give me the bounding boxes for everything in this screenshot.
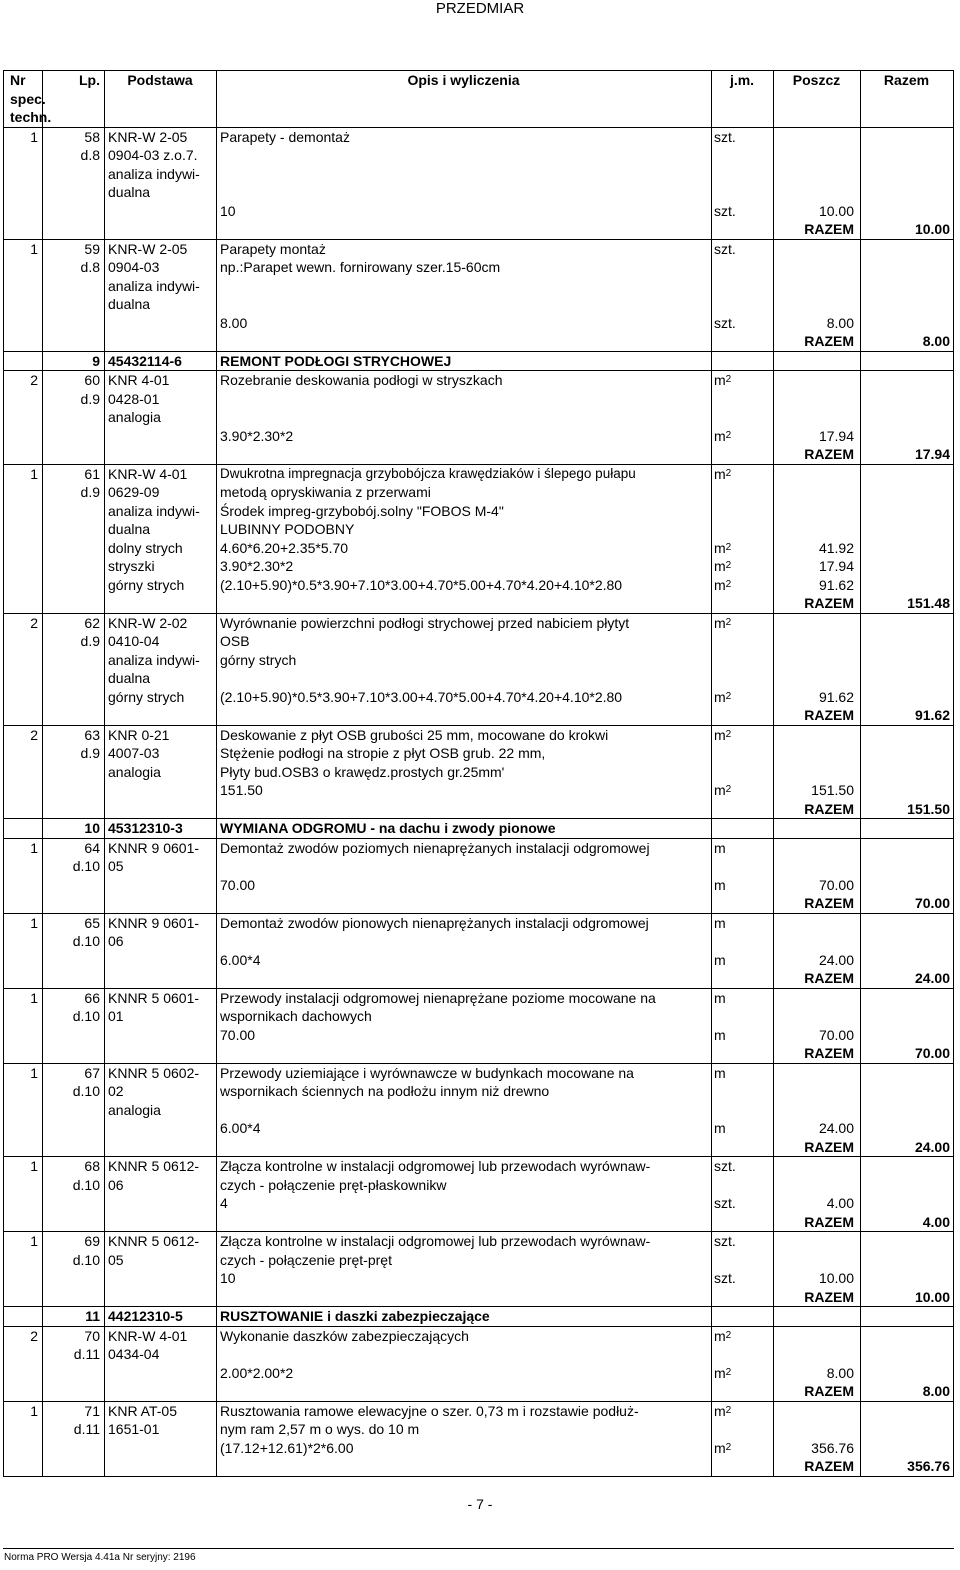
basis: KNR-W 2-05 xyxy=(108,240,188,257)
basis: analogia xyxy=(108,409,161,425)
unit: m xyxy=(714,914,726,931)
razem-label: RAZEM xyxy=(804,1383,854,1399)
calculation: 3.90*2.30*2 xyxy=(220,558,294,574)
description: Przewody instalacji odgromowej nienaprężane poziome mocowane na xyxy=(220,989,656,1006)
section-ref: d.10 xyxy=(72,1251,100,1268)
partial-value: 24.00 xyxy=(818,1120,854,1136)
razem-value: 24.00 xyxy=(914,970,950,986)
lp: 65 xyxy=(84,914,100,931)
section-ref: d.11 xyxy=(73,1346,100,1362)
calculation: 6.00*4 xyxy=(220,1120,261,1136)
razem-label: RAZEM xyxy=(804,895,854,911)
description: Wykonanie daszków zabezpieczających xyxy=(220,1327,469,1344)
basis: 4007-03 xyxy=(108,745,160,761)
section-heading xyxy=(4,819,953,839)
spec: 1 xyxy=(30,465,38,482)
table-row xyxy=(4,128,953,240)
unit: $m^2$ xyxy=(714,465,732,482)
unit: $m^2$ xyxy=(714,782,732,798)
razem-value: 10.00 xyxy=(914,1288,950,1305)
unit: $m^2$ xyxy=(714,1364,732,1381)
basis: analogia xyxy=(108,1101,161,1118)
table-row xyxy=(4,1327,953,1402)
basis: analogia xyxy=(108,763,161,780)
razem-value: 24.00 xyxy=(914,1138,950,1155)
section-ref: d.11 xyxy=(73,1421,100,1437)
partial-value: 17.94 xyxy=(818,427,854,444)
col-lp: Lp. xyxy=(79,72,100,88)
spec: 2 xyxy=(30,614,38,631)
spec: 1 xyxy=(30,914,38,931)
description: czych - połączenie pręt-pręt xyxy=(220,1251,392,1268)
section-ref: d.9 xyxy=(80,633,100,649)
partial-value: 17.94 xyxy=(818,558,854,574)
description: Dwukrotna impregnacja grzybobójcza krawędziaków i ślepego pułapu xyxy=(220,465,636,481)
basis: KNNR 9 0601- xyxy=(108,839,200,856)
unit: szt. xyxy=(714,1233,736,1249)
razem-label: RAZEM xyxy=(804,1045,854,1061)
description: nym ram 2,57 m o wys. do 10 m xyxy=(220,1421,420,1437)
calculation: 3.90*2.30*2 xyxy=(220,427,294,444)
partial-value: 10.00 xyxy=(818,202,854,219)
section-ref: d.10 xyxy=(72,933,100,949)
table-row xyxy=(4,1157,953,1232)
table-row xyxy=(4,240,953,352)
unit: $m^2$ xyxy=(714,558,732,574)
basis: KNR-W 4-01 xyxy=(108,1327,188,1344)
section-number: 11 xyxy=(85,1308,100,1324)
lp: 68 xyxy=(84,1158,100,1174)
section-code: 45432114-6 xyxy=(108,352,182,369)
lp: 61 xyxy=(84,465,100,482)
table-row xyxy=(4,614,953,726)
footer-divider xyxy=(3,1548,954,1549)
description: Płyty bud.OSB3 o krawędz.prostych gr.25mm' xyxy=(220,763,505,780)
basis: górny strych xyxy=(108,688,185,705)
basis: KNR-W 4-01 xyxy=(108,465,188,482)
unit: $m^2$ xyxy=(714,427,732,444)
calculation: 4 xyxy=(220,1195,228,1211)
basis: dualna xyxy=(108,521,151,537)
table-row xyxy=(4,1064,953,1158)
basis: 05 xyxy=(108,858,124,874)
col-razem: Razem xyxy=(883,72,930,88)
description: Deskowanie z płyt OSB grubości 25 mm, mocowane do krokwi xyxy=(220,726,609,743)
section-title: RUSZTOWANIE i daszki zabezpieczające xyxy=(220,1308,490,1324)
razem-label: RAZEM xyxy=(804,800,854,817)
section-heading xyxy=(4,352,953,372)
unit: szt. xyxy=(714,1270,736,1286)
lp: 66 xyxy=(84,989,100,1006)
unit: m xyxy=(714,876,726,893)
basis: 0410-04 xyxy=(108,633,160,649)
basis: dualna xyxy=(108,184,151,200)
section-title: REMONT PODŁOGI STRYCHOWEJ xyxy=(220,352,452,369)
basis: KNNR 5 0612- xyxy=(108,1158,200,1174)
table-row xyxy=(4,914,953,989)
software-info: Norma PRO Wersja 4.41a Nr seryjny: 2196 xyxy=(4,1552,196,1563)
col-nr-line3: techn. xyxy=(10,109,52,125)
basis: KNR 4-01 xyxy=(108,372,170,388)
razem-value: 151.48 xyxy=(907,595,950,611)
unit: szt. xyxy=(714,314,736,331)
section-ref: d.9 xyxy=(80,484,100,500)
description: Demontaż zwodów poziomych nienaprężanych instalacji odgromowej xyxy=(220,839,650,856)
unit: $m^2$ xyxy=(714,372,732,388)
spec: 1 xyxy=(30,128,38,145)
basis: dualna xyxy=(108,296,151,312)
calculation: (17.12+12.61)*2*6.00 xyxy=(220,1439,354,1456)
razem-value: 91.62 xyxy=(914,707,950,723)
razem-label: RAZEM xyxy=(804,707,854,723)
basis: KNNR 5 0612- xyxy=(108,1233,200,1249)
basis: KNNR 5 0602- xyxy=(108,1064,200,1081)
partial-value: 10.00 xyxy=(818,1270,854,1286)
unit: m xyxy=(714,839,726,856)
spec: 2 xyxy=(30,372,38,388)
calculation: 4.60*6.20+2.35*5.70 xyxy=(220,539,349,556)
description: wspornikach dachowych xyxy=(220,1008,372,1024)
spec: 1 xyxy=(30,989,38,1006)
lp: 60 xyxy=(84,372,100,388)
calculation: 70.00 xyxy=(220,1026,256,1043)
razem-value: 17.94 xyxy=(914,446,950,462)
description: Przewody uziemiające i wyrównawcze w budynkach mocowane na xyxy=(220,1064,634,1081)
table-row xyxy=(4,726,953,820)
lp: 59 xyxy=(84,240,100,257)
description: Złącza kontrolne w instalacji odgromowej lub przewodach wyrównaw- xyxy=(220,1233,651,1249)
partial-value: 24.00 xyxy=(818,951,854,968)
razem-label: RAZEM xyxy=(804,1288,854,1305)
section-ref: d.8 xyxy=(80,147,100,163)
partial-value: 8.00 xyxy=(826,314,854,331)
description: wspornikach ściennych na podłożu innym niż drewno xyxy=(220,1083,550,1099)
razem-label: RAZEM xyxy=(804,595,854,611)
lp: 62 xyxy=(84,614,100,631)
estimate-table xyxy=(3,70,954,1477)
basis: 0434-04 xyxy=(108,1346,160,1362)
col-opis: Opis i wyliczenia xyxy=(407,72,520,88)
table-row xyxy=(4,1402,953,1476)
razem-label: RAZEM xyxy=(804,1213,854,1230)
description: Rusztowania ramowe elewacyjne o szer. 0,73 m i rozstawie podłuż- xyxy=(220,1402,639,1419)
basis: 0904-03 z.o.7. xyxy=(108,147,198,163)
razem-label: RAZEM xyxy=(804,970,854,986)
calculation: 2.00*2.00*2 xyxy=(220,1364,294,1381)
partial-value: 41.92 xyxy=(818,539,854,556)
unit: $m^2$ xyxy=(714,726,732,743)
razem-value: 8.00 xyxy=(922,1383,950,1399)
basis: 0428-01 xyxy=(108,390,160,407)
partial-value: 91.62 xyxy=(818,688,854,705)
razem-label: RAZEM xyxy=(804,221,854,237)
table-row xyxy=(4,1232,953,1307)
section-ref: d.10 xyxy=(72,1176,100,1193)
calculation: 10 xyxy=(220,1270,236,1286)
razem-value: 8.00 xyxy=(922,333,950,349)
partial-value: 151.50 xyxy=(811,782,854,798)
spec: 1 xyxy=(30,1158,38,1174)
unit: $m^2$ xyxy=(714,1327,732,1344)
razem-label: RAZEM xyxy=(804,1458,854,1474)
section-code: 45312310-3 xyxy=(108,820,183,836)
description: czych - połączenie pręt-płaskownikw xyxy=(220,1176,447,1193)
unit: szt. xyxy=(714,128,736,145)
lp: 71 xyxy=(84,1402,100,1419)
basis: analiza indywi- xyxy=(108,165,200,182)
description: metodą opryskiwania z przerwami xyxy=(220,484,431,500)
description: Demontaż zwodów pionowych nienaprężanych instalacji odgromowej xyxy=(220,914,649,931)
spec: 2 xyxy=(30,1327,38,1344)
razem-label: RAZEM xyxy=(804,446,854,462)
razem-value: 10.00 xyxy=(914,221,950,237)
table-row xyxy=(4,839,953,914)
basis: analiza indywi- xyxy=(108,651,200,668)
calculation: 10 xyxy=(220,202,236,219)
basis: 02 xyxy=(108,1083,124,1099)
col-podstawa: Podstawa xyxy=(127,72,193,88)
table-row xyxy=(4,371,953,465)
razem-label: RAZEM xyxy=(804,333,854,349)
razem-value: 356.76 xyxy=(907,1458,950,1474)
section-ref: d.8 xyxy=(80,259,100,275)
basis: KNNR 9 0601- xyxy=(108,914,200,931)
section-ref: d.9 xyxy=(80,390,100,407)
basis: KNR-W 2-02 xyxy=(108,614,188,631)
calculation: 8.00 xyxy=(220,314,248,331)
razem-value: 151.50 xyxy=(907,800,950,817)
basis: górny strych xyxy=(108,576,185,593)
section-number: 10 xyxy=(84,820,100,836)
section-code: 44212310-5 xyxy=(108,1308,183,1324)
col-nr: Nr xyxy=(10,72,26,88)
col-nr-line2: spec. xyxy=(10,90,46,107)
spec: 2 xyxy=(30,726,38,743)
spec: 1 xyxy=(30,839,38,856)
partial-value: 91.62 xyxy=(818,576,854,593)
unit: $m^2$ xyxy=(714,576,732,593)
unit: m xyxy=(714,951,726,968)
razem-value: 70.00 xyxy=(914,895,950,911)
unit: $m^2$ xyxy=(714,1402,732,1419)
description: Rozebranie deskowania podłogi w stryszkach xyxy=(220,372,503,388)
partial-value: 8.00 xyxy=(826,1364,854,1381)
description: Parapety montaż xyxy=(220,240,326,257)
basis: 1651-01 xyxy=(108,1421,160,1437)
lp: 63 xyxy=(84,726,100,743)
description: Stężenie podłogi na stropie z płyt OSB grub. 22 mm, xyxy=(220,745,546,761)
basis: 05 xyxy=(108,1251,124,1268)
unit: m xyxy=(714,989,726,1006)
lp: 67 xyxy=(84,1064,100,1081)
description: np.:Parapet wewn. fornirowany szer.15-60cm xyxy=(220,259,501,275)
razem-label: RAZEM xyxy=(804,1138,854,1155)
calculation: 70.00 xyxy=(220,876,256,893)
col-poszcz: Poszcz xyxy=(792,72,841,88)
calculation: 151.50 xyxy=(220,782,263,798)
lp: 70 xyxy=(84,1327,100,1344)
spec: 1 xyxy=(30,1402,38,1419)
description: LUBINNY PODOBNY xyxy=(220,521,355,537)
section-number: 9 xyxy=(92,352,100,369)
partial-value: 70.00 xyxy=(818,876,854,893)
unit: szt. xyxy=(714,240,736,257)
calculation: (2.10+5.90)*0.5*3.90+7.10*3.00+4.70*5.00+4.70*4.20+4.10*2.80 xyxy=(220,688,623,705)
table-header xyxy=(4,71,953,128)
basis: KNR 0-21 xyxy=(108,726,170,743)
partial-value: 70.00 xyxy=(818,1026,854,1043)
calculation: (2.10+5.90)*0.5*3.90+7.10*3.00+4.70*5.00+4.70*4.20+4.10*2.80 xyxy=(220,576,623,593)
table-row xyxy=(4,989,953,1064)
unit: m xyxy=(714,1026,726,1043)
calculation: 6.00*4 xyxy=(220,951,261,968)
basis: 0629-09 xyxy=(108,484,160,500)
description: górny strych xyxy=(220,651,297,668)
unit: $m^2$ xyxy=(714,1439,732,1456)
basis: KNNR 5 0601- xyxy=(108,989,200,1006)
description: Środek impreg-grzybobój.solny "FOBOS M-4" xyxy=(220,502,504,519)
basis: 0904-03 xyxy=(108,259,160,275)
basis: stryszki xyxy=(108,558,155,574)
unit: $m^2$ xyxy=(714,614,732,631)
section-ref: d.10 xyxy=(72,1008,100,1024)
section-heading xyxy=(4,1307,953,1327)
basis: KNR AT-05 xyxy=(108,1402,177,1419)
section-ref: d.10 xyxy=(72,1083,100,1099)
razem-value: 4.00 xyxy=(922,1213,950,1230)
unit: szt. xyxy=(714,1195,736,1211)
basis: analiza indywi- xyxy=(108,502,200,519)
basis: analiza indywi- xyxy=(108,277,200,294)
partial-value: 356.76 xyxy=(811,1439,854,1456)
description: Wyrównanie powierzchni podłogi strychowej przed nabiciem płytyt xyxy=(220,614,630,631)
page-title: PRZEDMIAR xyxy=(435,0,525,17)
razem-value: 70.00 xyxy=(914,1045,950,1061)
unit: $m^2$ xyxy=(714,688,732,705)
partial-value: 4.00 xyxy=(826,1195,854,1211)
unit: m xyxy=(714,1120,726,1136)
page-number: - 7 - xyxy=(467,1496,493,1512)
unit: $m^2$ xyxy=(714,539,732,556)
unit: szt. xyxy=(714,1158,736,1174)
lp: 58 xyxy=(84,128,100,145)
section-ref: d.10 xyxy=(72,858,100,874)
basis: KNR-W 2-05 xyxy=(108,128,188,145)
basis: dualna xyxy=(108,670,151,686)
section-title: WYMIANA ODGROMU - na dachu i zwody pionowe xyxy=(220,820,556,836)
lp: 64 xyxy=(84,839,100,856)
spec: 1 xyxy=(30,1233,38,1249)
spec: 1 xyxy=(30,240,38,257)
description: Złącza kontrolne w instalacji odgromowej lub przewodach wyrównaw- xyxy=(220,1158,651,1174)
lp: 69 xyxy=(84,1233,100,1249)
basis: dolny strych xyxy=(108,539,183,556)
table-row xyxy=(4,465,953,614)
col-jm: j.m. xyxy=(729,72,755,88)
spec: 1 xyxy=(30,1064,38,1081)
unit: szt. xyxy=(714,202,736,219)
unit: m xyxy=(714,1064,726,1081)
basis: 06 xyxy=(108,933,124,949)
basis: 01 xyxy=(108,1008,124,1024)
description: OSB xyxy=(220,633,250,649)
description: Parapety - demontaż xyxy=(220,128,350,145)
basis: 06 xyxy=(108,1176,124,1193)
section-ref: d.9 xyxy=(80,745,100,761)
